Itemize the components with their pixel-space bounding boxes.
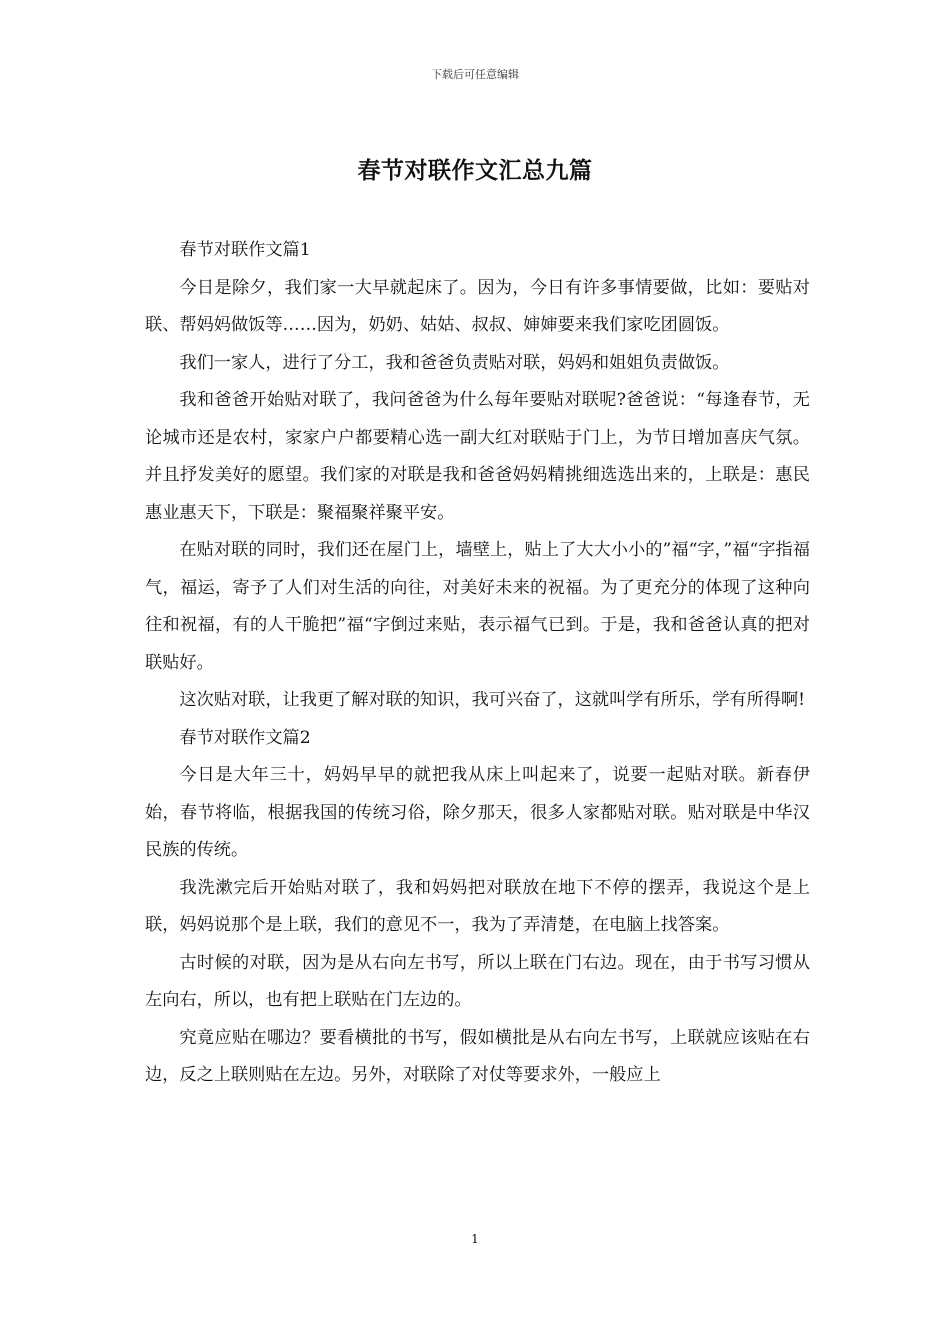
document-title: 春节对联作文汇总九篇 (357, 157, 593, 184)
paragraph: 究竟应贴在哪边？要看横批的书写，假如横批是从右向左书写，上联就应该贴在右边，反之上联则贴在左边。另外，对联除了对仗等要求外，一般应上 (145, 1027, 810, 1085)
paragraph: 我洗漱完后开始贴对联了，我和妈妈把对联放在地下不停的摆弄，我说这个是上联，妈妈说那个是上联，我们的意见不一，我为了弄清楚，在电脑上找答案。 (145, 877, 810, 935)
paragraph: 我和爸爸开始贴对联了，我问爸爸为什么每年要贴对联呢?爸爸说：“每逢春节，无论城市还是农村，家家户户都要精心选一副大红对联贴于门上，为节日增加喜庆气氛。并且抒发美好的愿望。我们家的对联是我和爸爸妈妈精挑细选选出来的，上联是：惠民惠业惠天下，下联是：聚福聚祥聚平安。 (145, 390, 810, 523)
paragraph: 我们一家人，进行了分工，我和爸爸负责贴对联，妈妈和姐姐负责做饭。 (179, 352, 730, 373)
paragraph: 古时候的对联，因为是从右向左书写，所以上联在门右边。现在，由于书写习惯从左向右，所以，也有把上联贴在门左边的。 (145, 952, 810, 1010)
paragraph: 今日是除夕，我们家一大早就起床了。因为，今日有许多事情要做，比如：要贴对联、帮妈妈做饭等……因为，奶奶、姑姑、叔叔、婶婶要来我们家吃团圆饭。 (145, 277, 810, 335)
section-heading: 春节对联作文篇2 (179, 727, 311, 748)
section-heading: 春节对联作文篇1 (179, 240, 311, 260)
paragraph: 这次贴对联，让我更了解对联的知识，我可兴奋了，这就叫学有所乐，学有所得啊! (179, 690, 806, 710)
document-body (145, 232, 810, 1095)
paragraph: 在贴对联的同时，我们还在屋门上，墙壁上，贴上了大大小小的”福“字，”福“字指福气，福运，寄予了人们对生活的向往，对美好未来的祝福。为了更充分的体现了这种向往和祝福，有的人干脆把”福“字倒过来贴，表示福气已到。于是，我和爸爸认真的把对联贴好。 (145, 540, 810, 673)
paragraph: 今日是大年三十，妈妈早早的就把我从床上叫起来了，说要一起贴对联。新春伊始，春节将临，根据我国的传统习俗，除夕那天，很多人家都贴对联。贴对联是中华汉民族的传统。 (145, 765, 810, 860)
page-number: 1 (471, 1232, 479, 1246)
page-header-note: 下载后可任意编辑 (431, 68, 519, 81)
